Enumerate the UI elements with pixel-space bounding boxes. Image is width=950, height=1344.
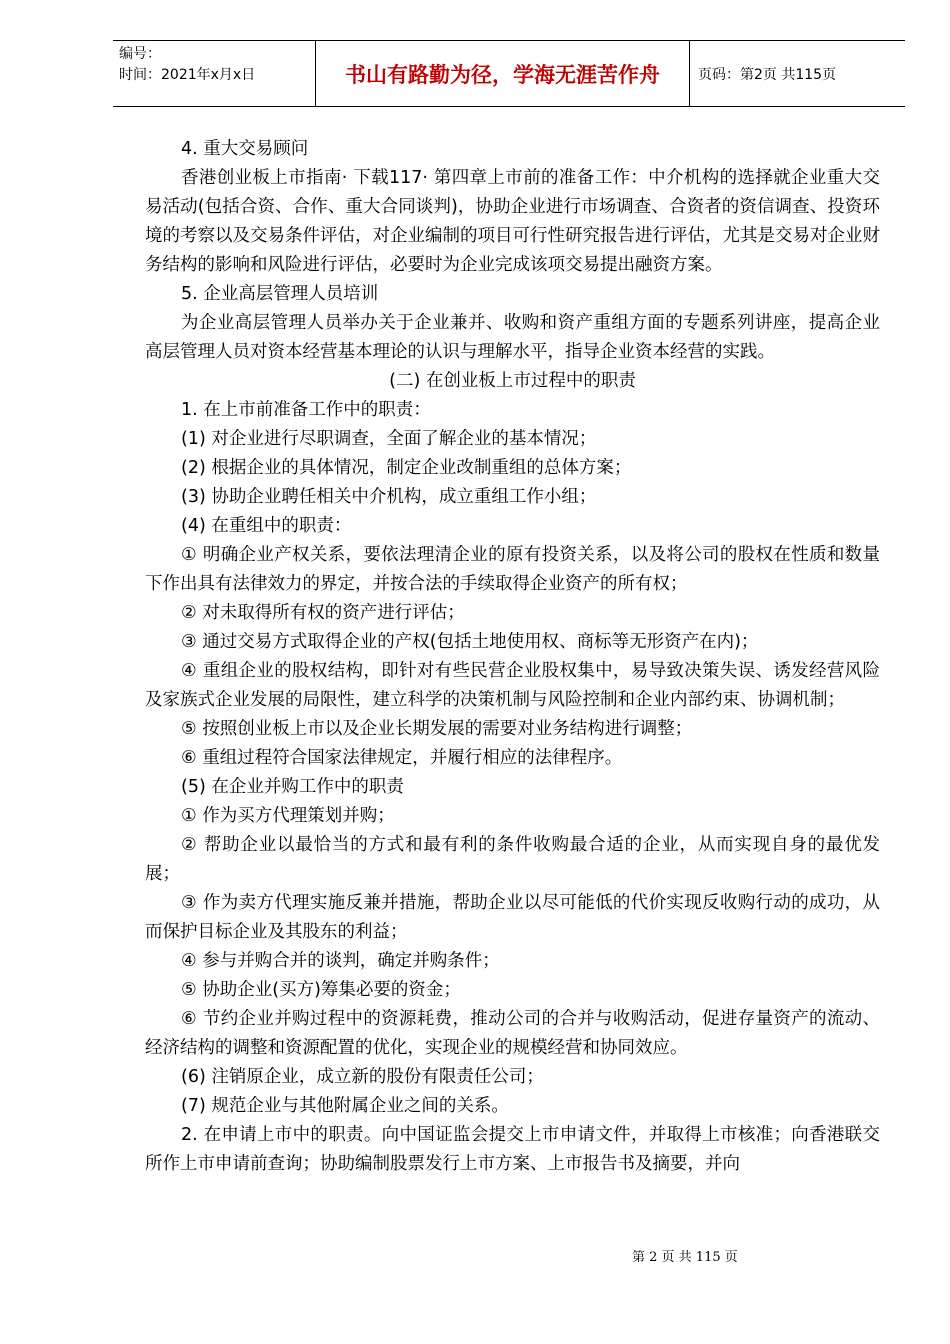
item-heading: 4. 重大交易顾问 — [181, 139, 309, 159]
list-item: ③ 通过交易方式取得企业的产权(包括土地使用权、商标等无形资产在内)； — [181, 632, 759, 652]
item-heading: 1. 在上市前准备工作中的职责： — [181, 400, 431, 420]
list-item: ⑤ 协助企业(买方)筹集必要的资金； — [181, 980, 461, 1000]
list-item: (7) 规范企业与其他附属企业之间的关系。 — [181, 1096, 509, 1116]
list-item: ③ 作为卖方代理实施反兼并措施，帮助企业以尽可能低的代价实现反收购行动的成功，从而保护目标企业及其股东的利益； — [145, 893, 880, 942]
header-page-info: 页码：第2页 共115页 — [698, 66, 837, 83]
footer-page-number: 第 2 页 共 115 页 — [632, 1250, 738, 1265]
paragraph: 香港创业板上市指南· 下载117· 第四章上市前的准备工作：中介机构的选择就企业重大交易活动(包括合资、合作、重大合同谈判)，协助企业进行市场调查、合资者的资信调查、投资环境的考察以及交易条件评估，对企业编制的项目可行性研究报告进行评估，尤其是交易对企业财务结构的影响和风险进行评估，必要时为企业完成该项交易提出融资方案。 — [145, 168, 880, 275]
header-motto: 书山有路勤为径，学海无涯苦作舟 — [316, 41, 690, 106]
page-header — [113, 40, 905, 107]
section-heading: (二) 在创业板上市过程中的职责 — [389, 371, 636, 391]
list-item: (4) 在重组中的职责： — [181, 516, 352, 536]
item-heading: 5. 企业高层管理人员培训 — [181, 284, 379, 304]
list-item: ④ 参与并购合并的谈判，确定并购条件； — [181, 951, 500, 971]
list-item: (6) 注销原企业，成立新的股份有限责任公司； — [181, 1067, 544, 1087]
paragraph: 2. 在申请上市中的职责。向中国证监会提交上市申请文件，并取得上市核准；向香港联交所作上市申请前查询；协助编制股票发行上市方案、上市报告书及摘要，并向 — [145, 1125, 880, 1174]
list-item: ⑤ 按照创业板上市以及企业长期发展的需要对业务结构进行调整； — [181, 719, 693, 739]
header-meta-cell — [113, 41, 316, 106]
list-item: ② 对未取得所有权的资产进行评估； — [181, 603, 465, 623]
list-item: ④ 重组企业的股权结构，即针对有些民营企业股权集中，易导致决策失误、诱发经营风险及家族式企业发展的局限性，建立科学的决策机制与风险控制和企业内部约束、协调机制； — [145, 661, 880, 710]
list-item: (1) 对企业进行尽职调查，全面了解企业的基本情况； — [181, 429, 597, 449]
paragraph: 为企业高层管理人员举办关于企业兼并、收购和资产重组方面的专题系列讲座，提高企业高层管理人员对资本经营基本理论的认识与理解水平，指导企业资本经营的实践。 — [145, 313, 880, 362]
list-item: ② 帮助企业以最恰当的方式和最有利的条件收购最合适的企业，从而实现自身的最优发展； — [145, 835, 880, 884]
list-item: (5) 在企业并购工作中的职责 — [181, 777, 404, 797]
list-item: ① 作为买方代理策划并购； — [181, 806, 395, 826]
list-item: ① 明确企业产权关系，要依法理清企业的原有投资关系，以及将公司的股权在性质和数量下作出具有法律效力的界定，并按合法的手续取得企业资产的所有权； — [145, 545, 880, 594]
list-item: ⑥ 重组过程符合国家法律规定，并履行相应的法律程序。 — [181, 748, 623, 768]
date-label: 时间：2021年x月x日 — [119, 67, 256, 83]
list-item: ⑥ 节约企业并购过程中的资源耗费，推动公司的合并与收购活动，促进存量资产的流动、经济结构的调整和资源配置的优化，实现企业的规模经营和协同效应。 — [145, 1009, 880, 1058]
document-body — [145, 135, 880, 1179]
serial-label: 编号： — [119, 46, 161, 62]
list-item: (3) 协助企业聘任相关中介机构，成立重组工作小组； — [181, 487, 597, 507]
list-item: (2) 根据企业的具体情况，制定企业改制重组的总体方案； — [181, 458, 632, 478]
